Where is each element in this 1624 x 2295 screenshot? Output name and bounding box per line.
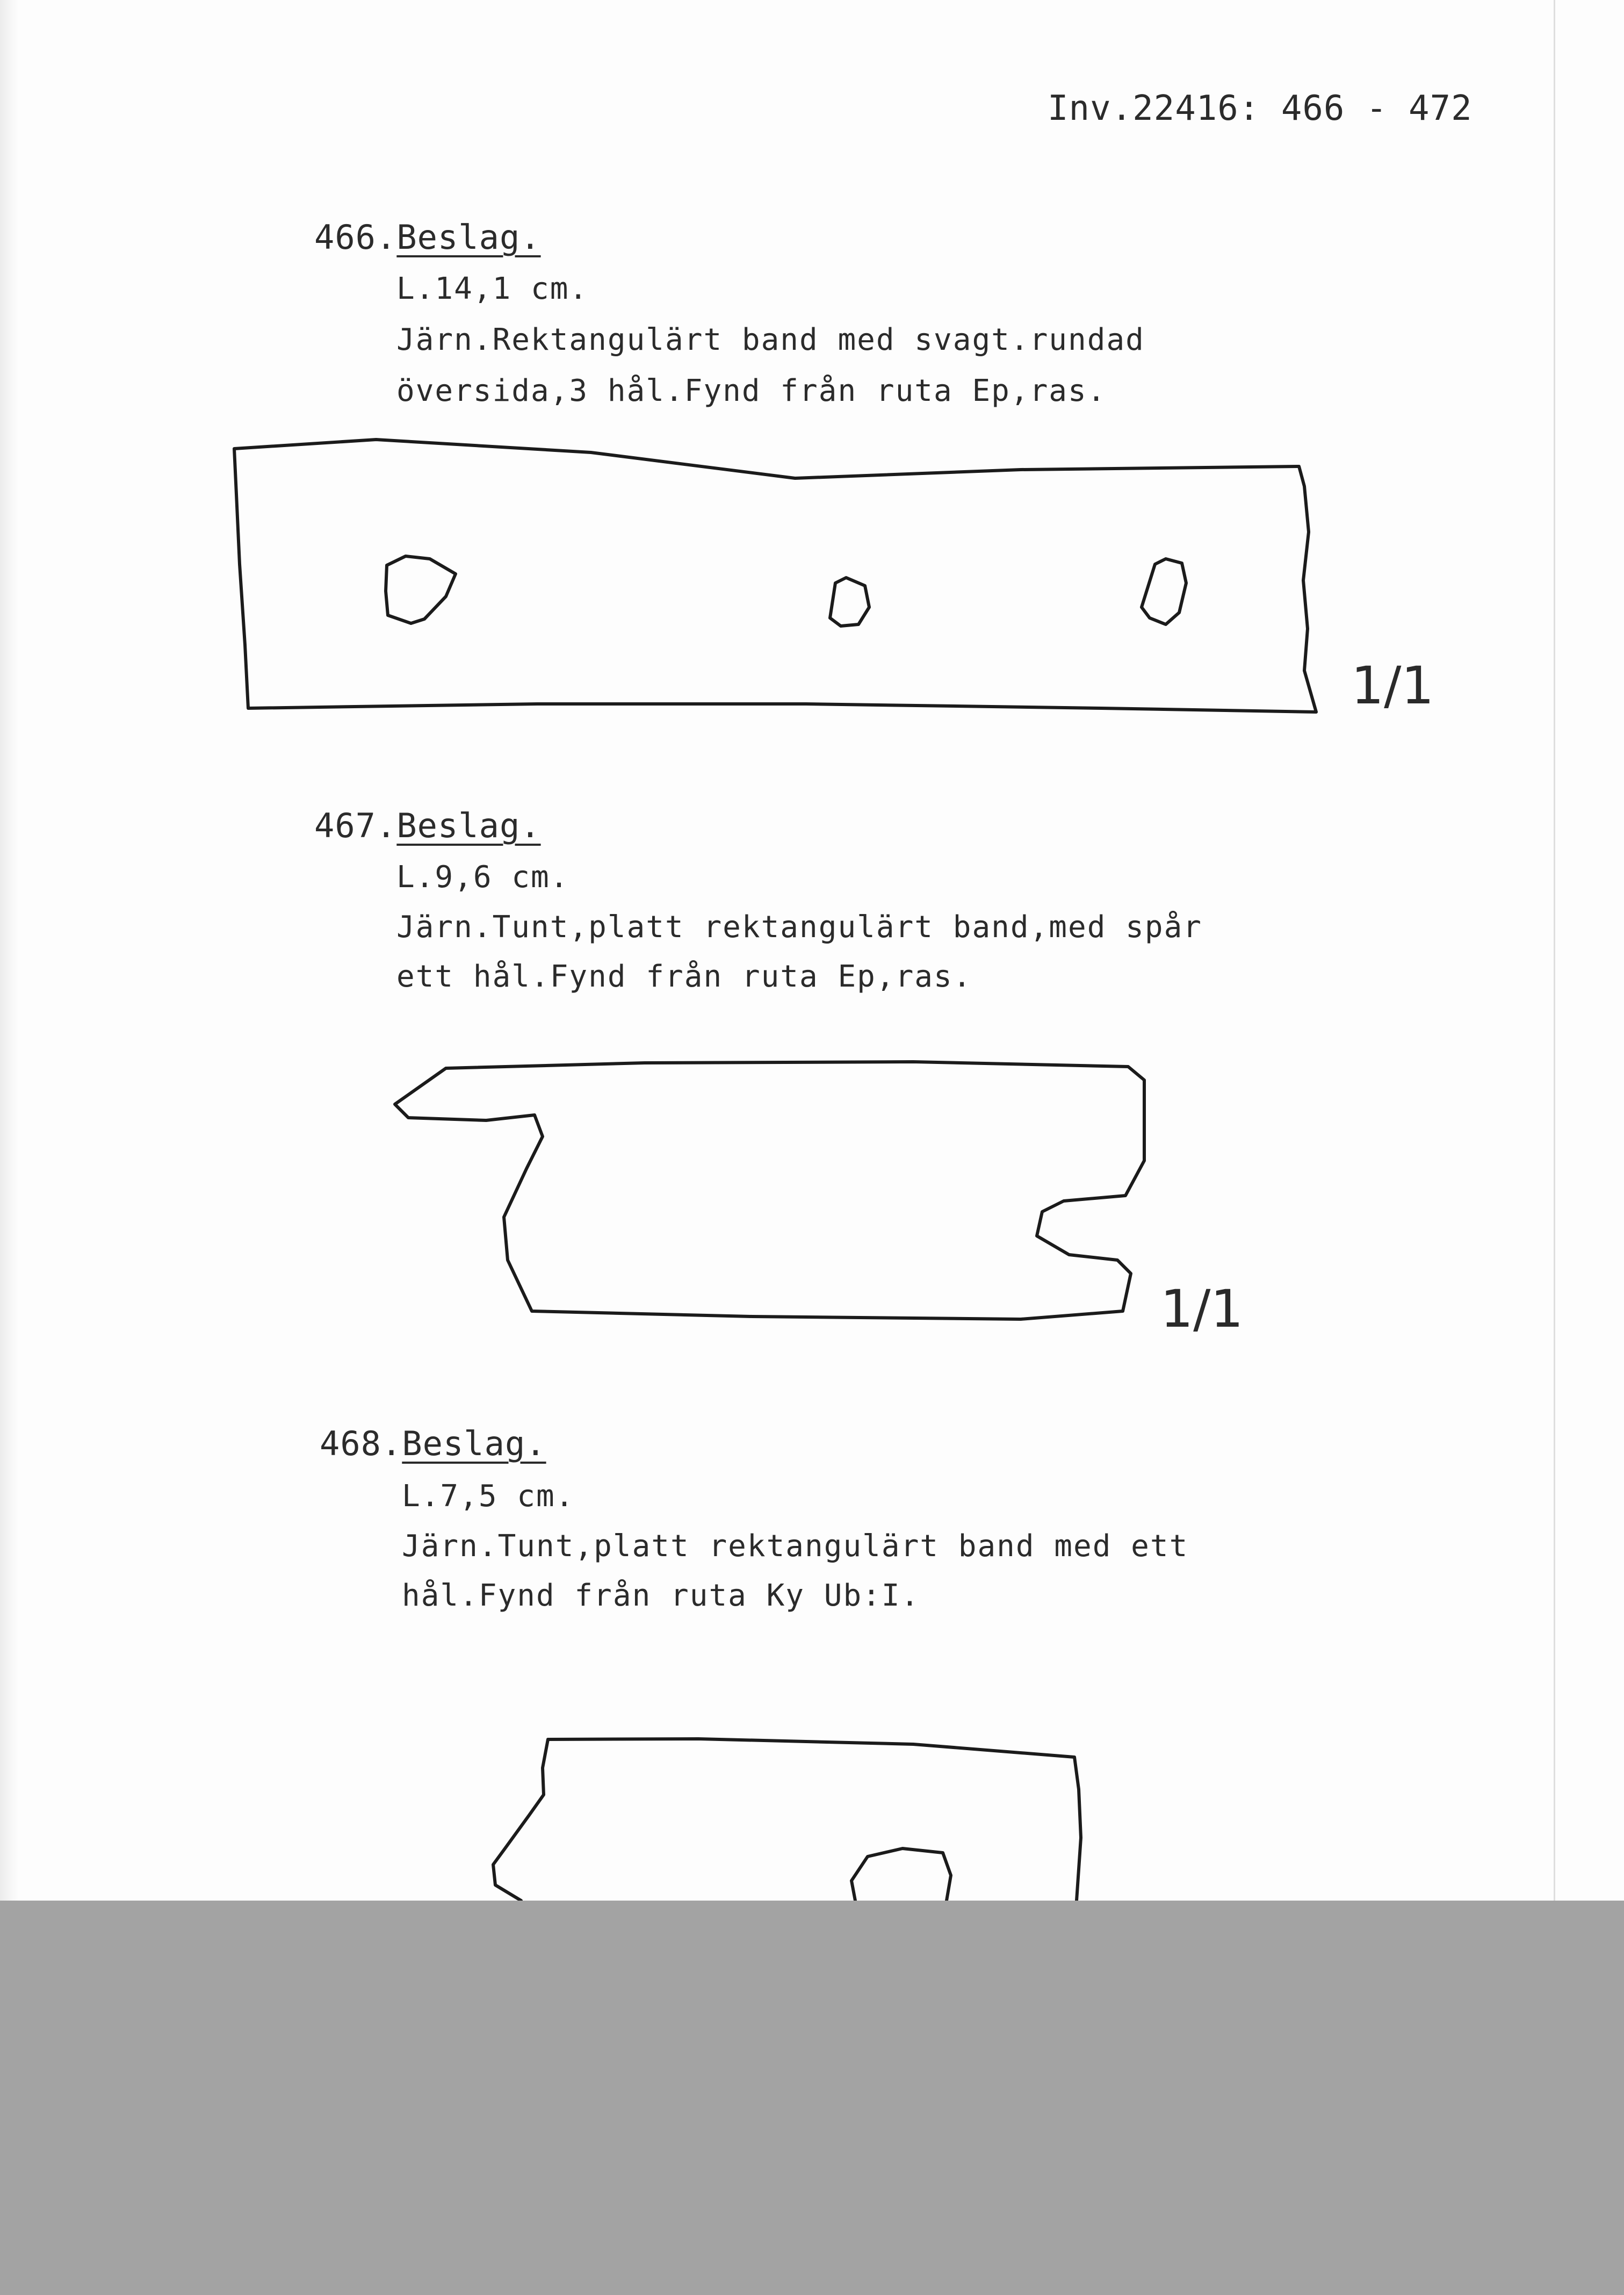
entry-468-desc-line-1: Järn.Tunt,platt rektangulärt band med ett — [402, 1529, 1189, 1564]
notched-flat-band-icon — [395, 1062, 1144, 1319]
entry-467-length: L.9,6 cm. — [396, 860, 569, 895]
entry-number: 466. — [314, 218, 397, 257]
entry-468-length: L.7,5 cm. — [402, 1479, 575, 1514]
entry-number: 467. — [314, 806, 397, 845]
flat-band-with-hole-partial-icon — [493, 1739, 1081, 1901]
scale-marker-467: 1/1 — [1160, 1279, 1244, 1339]
scan-grey-backdrop — [0, 1901, 1624, 2295]
entry-466-desc-line-2: översida,3 hål.Fynd från ruta Ep,ras. — [396, 373, 1107, 408]
entry-468-desc-line-2: hål.Fynd från ruta Ky Ub:I. — [402, 1578, 920, 1613]
rectangular-band-with-three-holes-icon — [234, 440, 1316, 712]
entry-466-length: L.14,1 cm. — [396, 271, 589, 306]
entry-title: Beslag. — [396, 218, 541, 257]
scale-marker-466: 1/1 — [1351, 656, 1434, 716]
entry-467-desc-line-1: Järn.Tunt,platt rektangulärt band,med spår — [396, 910, 1203, 945]
entry-title: Beslag. — [402, 1424, 546, 1463]
entry-number: 468. — [320, 1424, 402, 1463]
entry-467-desc-line-2: ett hål.Fynd från ruta Ep,ras. — [396, 959, 972, 994]
entry-title: Beslag. — [396, 806, 541, 845]
inventory-number: Inv.22416: 466 - 472 — [1048, 89, 1473, 128]
entry-466-desc-line-1: Järn.Rektangulärt band med svagt.rundad — [396, 322, 1145, 357]
